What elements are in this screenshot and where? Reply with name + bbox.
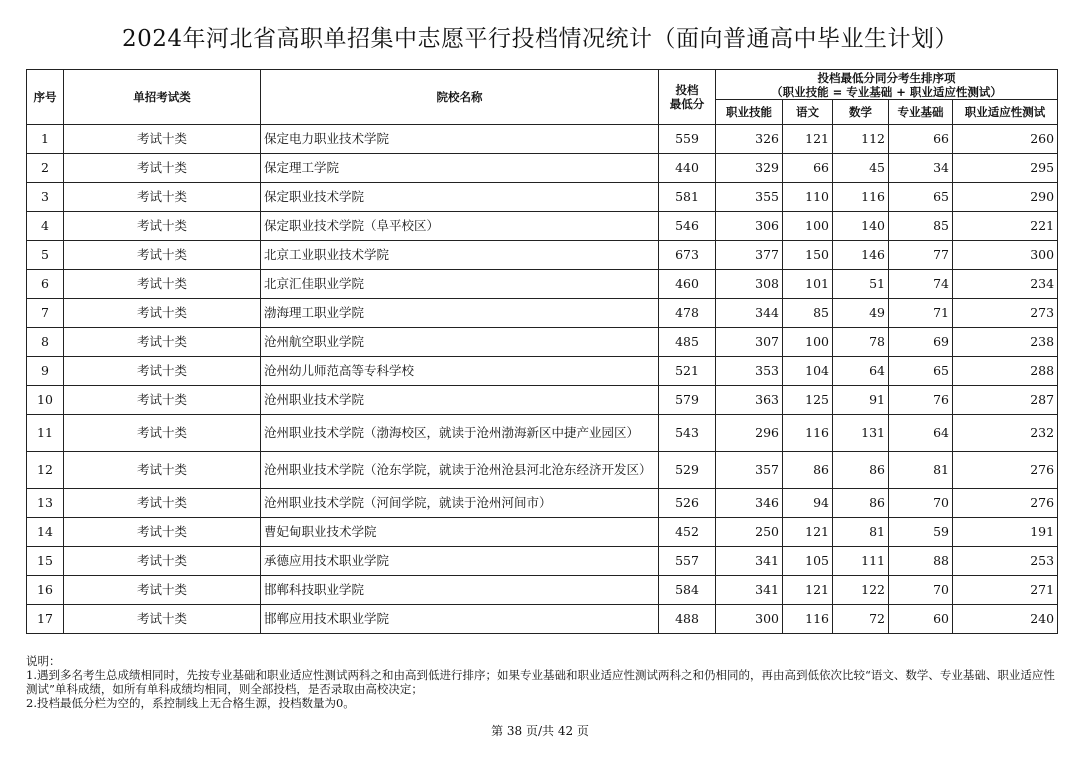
header-min-score-line2: 最低分 [669,97,705,111]
header-basic: 专业基础 [889,100,953,125]
header-tiebreak-line2: （职业技能 = 专业基础 + 职业适应性测试） [771,84,1002,99]
cell-category: 考试十类 [64,183,261,212]
cell-min-score: 452 [659,518,716,547]
admission-table [26,69,1058,634]
cell-skill: 307 [716,328,783,357]
cell-seq: 5 [27,241,64,270]
cell-chinese: 94 [783,489,833,518]
table-row [27,489,1058,518]
cell-basic: 88 [889,547,953,576]
cell-seq: 17 [27,605,64,634]
header-min-score-line1: 投档 [675,83,699,97]
header-tiebreak-group [716,70,1058,100]
cell-min-score: 488 [659,605,716,634]
cell-school: 保定电力职业技术学院 [261,125,659,154]
cell-aptitude: 240 [953,605,1058,634]
cell-min-score: 478 [659,299,716,328]
cell-chinese: 66 [783,154,833,183]
cell-school: 曹妃甸职业技术学院 [261,518,659,547]
cell-min-score: 543 [659,415,716,452]
cell-min-score: 559 [659,125,716,154]
cell-chinese: 101 [783,270,833,299]
note-item-2: 2.投档最低分栏为空的，系控制线上无合格生源，投档数量为0。 [26,696,355,710]
header-chinese: 语文 [783,100,833,125]
cell-min-score: 546 [659,212,716,241]
table-row [27,547,1058,576]
table-row [27,328,1058,357]
cell-skill: 355 [716,183,783,212]
cell-skill: 329 [716,154,783,183]
cell-seq: 1 [27,125,64,154]
cell-min-score: 440 [659,154,716,183]
cell-math: 91 [833,386,889,415]
cell-chinese: 105 [783,547,833,576]
cell-seq: 4 [27,212,64,241]
cell-math: 122 [833,576,889,605]
cell-basic: 77 [889,241,953,270]
cell-min-score: 485 [659,328,716,357]
cell-skill: 363 [716,386,783,415]
cell-min-score: 557 [659,547,716,576]
cell-basic: 85 [889,212,953,241]
cell-category: 考试十类 [64,489,261,518]
cell-math: 86 [833,452,889,489]
cell-chinese: 100 [783,328,833,357]
notes-heading: 说明： [26,654,61,668]
cell-basic: 34 [889,154,953,183]
cell-category: 考试十类 [64,547,261,576]
cell-math: 131 [833,415,889,452]
cell-math: 146 [833,241,889,270]
cell-school: 沧州幼儿师范高等专科学校 [261,357,659,386]
header-aptitude: 职业适应性测试 [953,100,1058,125]
cell-skill: 296 [716,415,783,452]
cell-seq: 7 [27,299,64,328]
cell-seq: 13 [27,489,64,518]
cell-school: 保定理工学院 [261,154,659,183]
cell-aptitude: 191 [953,518,1058,547]
cell-min-score: 521 [659,357,716,386]
cell-skill: 300 [716,605,783,634]
cell-math: 86 [833,489,889,518]
cell-school: 沧州职业技术学院（渤海校区，就读于沧州渤海新区中捷产业园区） [261,415,659,452]
cell-category: 考试十类 [64,270,261,299]
cell-skill: 377 [716,241,783,270]
cell-basic: 76 [889,386,953,415]
page-title: 2024年河北省高职单招集中志愿平行投档情况统计（面向普通高中毕业生计划） [121,26,959,52]
cell-school: 沧州职业技术学院 [261,386,659,415]
cell-chinese: 85 [783,299,833,328]
table-row [27,270,1058,299]
cell-basic: 70 [889,489,953,518]
cell-basic: 66 [889,125,953,154]
header-math: 数学 [833,100,889,125]
header-row-1 [27,70,1058,100]
cell-math: 78 [833,328,889,357]
cell-aptitude: 234 [953,270,1058,299]
cell-math: 51 [833,270,889,299]
cell-school: 沧州职业技术学院（沧东学院，就读于沧州沧县河北沧东经济开发区） [261,452,659,489]
cell-chinese: 125 [783,386,833,415]
cell-aptitude: 287 [953,386,1058,415]
cell-aptitude: 253 [953,547,1058,576]
cell-basic: 65 [889,357,953,386]
cell-basic: 65 [889,183,953,212]
cell-basic: 81 [889,452,953,489]
cell-skill: 341 [716,576,783,605]
cell-skill: 357 [716,452,783,489]
cell-math: 49 [833,299,889,328]
table-row [27,576,1058,605]
table-row [27,386,1058,415]
cell-school: 邯郸科技职业学院 [261,576,659,605]
cell-category: 考试十类 [64,576,261,605]
cell-basic: 59 [889,518,953,547]
cell-school: 沧州职业技术学院（河间学院，就读于沧州河间市） [261,489,659,518]
page-footer: 第 38 页/共 42 页 [491,724,589,738]
cell-skill: 250 [716,518,783,547]
cell-category: 考试十类 [64,605,261,634]
cell-skill: 341 [716,547,783,576]
cell-aptitude: 232 [953,415,1058,452]
cell-basic: 60 [889,605,953,634]
cell-math: 64 [833,357,889,386]
cell-basic: 64 [889,415,953,452]
cell-category: 考试十类 [64,125,261,154]
cell-chinese: 121 [783,576,833,605]
cell-category: 考试十类 [64,357,261,386]
cell-chinese: 104 [783,357,833,386]
cell-aptitude: 300 [953,241,1058,270]
cell-category: 考试十类 [64,415,261,452]
header-tiebreak-line1: 投档最低分同分考生排序项 [817,70,956,85]
cell-seq: 11 [27,415,64,452]
cell-aptitude: 273 [953,299,1058,328]
cell-skill: 306 [716,212,783,241]
cell-seq: 6 [27,270,64,299]
table-row [27,125,1058,154]
cell-category: 考试十类 [64,452,261,489]
cell-school: 北京工业职业技术学院 [261,241,659,270]
cell-chinese: 110 [783,183,833,212]
cell-chinese: 121 [783,518,833,547]
cell-seq: 9 [27,357,64,386]
table-row [27,518,1058,547]
cell-skill: 353 [716,357,783,386]
cell-min-score: 581 [659,183,716,212]
cell-chinese: 116 [783,605,833,634]
cell-category: 考试十类 [64,154,261,183]
cell-skill: 308 [716,270,783,299]
cell-skill: 326 [716,125,783,154]
table-row [27,452,1058,489]
cell-math: 116 [833,183,889,212]
table-row [27,299,1058,328]
cell-math: 111 [833,547,889,576]
cell-basic: 70 [889,576,953,605]
cell-school: 渤海理工职业学院 [261,299,659,328]
table-row [27,183,1058,212]
notes [26,654,1066,710]
cell-school: 保定职业技术学院 [261,183,659,212]
cell-skill: 344 [716,299,783,328]
table-row [27,212,1058,241]
cell-min-score: 529 [659,452,716,489]
cell-school: 沧州航空职业学院 [261,328,659,357]
header-skill: 职业技能 [716,100,783,125]
table-row [27,154,1058,183]
cell-seq: 8 [27,328,64,357]
cell-category: 考试十类 [64,518,261,547]
cell-seq: 10 [27,386,64,415]
cell-category: 考试十类 [64,386,261,415]
cell-aptitude: 276 [953,452,1058,489]
cell-seq: 2 [27,154,64,183]
cell-category: 考试十类 [64,212,261,241]
cell-category: 考试十类 [64,328,261,357]
cell-aptitude: 260 [953,125,1058,154]
cell-school: 邯郸应用技术职业学院 [261,605,659,634]
cell-aptitude: 288 [953,357,1058,386]
table-row [27,357,1058,386]
note-item-1: 1.遇到多名考生总成绩相同时，先按专业基础和职业适应性测试两科之和由高到低进行排序；如果专业基础和职业适应性测试两科之和仍相同的，再由高到低依次比较“语文、数学、专业基础、职业适应性测试”单科成绩，如所有单科成绩均相同，则全部投档，是否录取由高校决定； [26,668,1055,696]
cell-math: 72 [833,605,889,634]
header-category: 单招考试类 [64,70,261,125]
cell-math: 81 [833,518,889,547]
cell-chinese: 150 [783,241,833,270]
cell-math: 112 [833,125,889,154]
cell-seq: 16 [27,576,64,605]
cell-math: 140 [833,212,889,241]
cell-category: 考试十类 [64,299,261,328]
cell-chinese: 116 [783,415,833,452]
cell-school: 保定职业技术学院（阜平校区） [261,212,659,241]
cell-seq: 15 [27,547,64,576]
cell-seq: 3 [27,183,64,212]
cell-min-score: 579 [659,386,716,415]
table-body [27,125,1058,634]
cell-chinese: 86 [783,452,833,489]
cell-school: 北京汇佳职业学院 [261,270,659,299]
cell-aptitude: 276 [953,489,1058,518]
cell-seq: 12 [27,452,64,489]
cell-basic: 71 [889,299,953,328]
cell-min-score: 526 [659,489,716,518]
cell-aptitude: 221 [953,212,1058,241]
cell-school: 承德应用技术职业学院 [261,547,659,576]
cell-aptitude: 290 [953,183,1058,212]
header-school: 院校名称 [261,70,659,125]
cell-aptitude: 295 [953,154,1058,183]
cell-skill: 346 [716,489,783,518]
table-row [27,415,1058,452]
cell-chinese: 121 [783,125,833,154]
cell-seq: 14 [27,518,64,547]
cell-aptitude: 238 [953,328,1058,357]
cell-min-score: 584 [659,576,716,605]
cell-min-score: 460 [659,270,716,299]
cell-min-score: 673 [659,241,716,270]
table-row [27,605,1058,634]
cell-category: 考试十类 [64,241,261,270]
cell-math: 45 [833,154,889,183]
header-seq: 序号 [27,70,64,125]
cell-basic: 69 [889,328,953,357]
header-min-score [659,70,716,125]
cell-aptitude: 271 [953,576,1058,605]
cell-basic: 74 [889,270,953,299]
table-row [27,241,1058,270]
cell-chinese: 100 [783,212,833,241]
